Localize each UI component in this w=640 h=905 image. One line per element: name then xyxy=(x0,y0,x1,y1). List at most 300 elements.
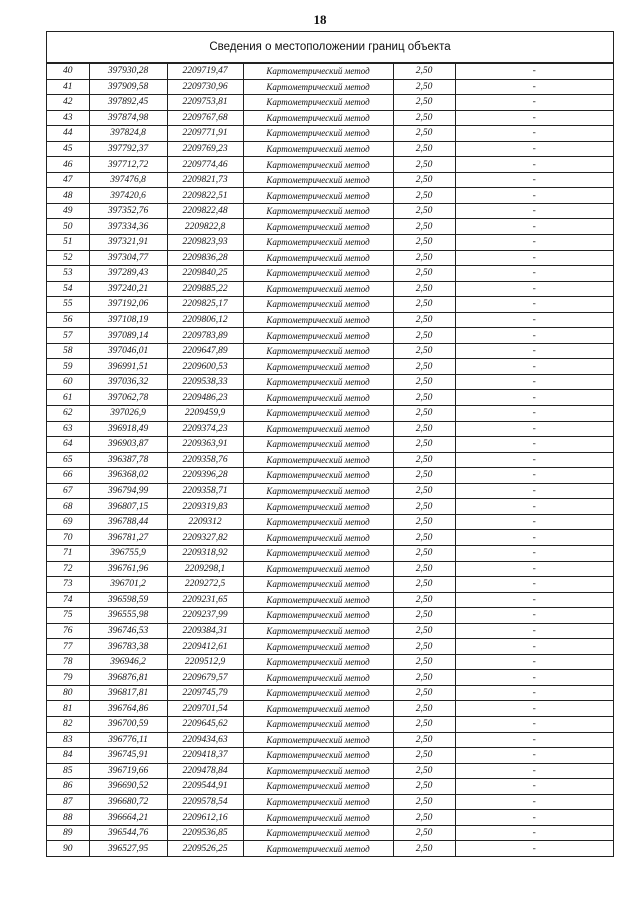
point-number-cell: 61 xyxy=(47,390,89,406)
y-coordinate-cell: 2209701,54 xyxy=(167,701,243,717)
table-row xyxy=(47,188,613,204)
point-number-cell: 57 xyxy=(47,328,89,344)
point-number-cell: 89 xyxy=(47,825,89,841)
method-cell: Картометрический метод xyxy=(243,468,393,484)
note-cell: - xyxy=(455,188,613,204)
table-row xyxy=(47,203,613,219)
method-cell: Картометрический метод xyxy=(243,437,393,453)
note-cell: - xyxy=(455,623,613,639)
note-cell: - xyxy=(455,810,613,826)
precision-cell: 2,50 xyxy=(393,281,455,297)
note-cell: - xyxy=(455,545,613,561)
note-cell: - xyxy=(455,608,613,624)
method-cell: Картометрический метод xyxy=(243,639,393,655)
note-cell: - xyxy=(455,172,613,188)
y-coordinate-cell: 2209783,89 xyxy=(167,328,243,344)
method-cell: Картометрический метод xyxy=(243,577,393,593)
point-number-cell: 54 xyxy=(47,281,89,297)
y-coordinate-cell: 2209298,1 xyxy=(167,561,243,577)
precision-cell: 2,50 xyxy=(393,841,455,857)
y-coordinate-cell: 2209753,81 xyxy=(167,95,243,111)
table-row xyxy=(47,499,613,515)
note-cell: - xyxy=(455,701,613,717)
x-coordinate-cell: 397289,43 xyxy=(89,266,167,282)
note-cell: - xyxy=(455,203,613,219)
x-coordinate-cell: 396807,15 xyxy=(89,499,167,515)
table-row xyxy=(47,235,613,251)
y-coordinate-cell: 2209836,28 xyxy=(167,250,243,266)
point-number-cell: 62 xyxy=(47,406,89,422)
note-cell: - xyxy=(455,359,613,375)
method-cell: Картометрический метод xyxy=(243,499,393,515)
y-coordinate-cell: 2209774,46 xyxy=(167,157,243,173)
x-coordinate-cell: 397089,14 xyxy=(89,328,167,344)
table-row xyxy=(47,406,613,422)
page-number: 18 xyxy=(313,12,327,27)
method-cell: Картометрический метод xyxy=(243,670,393,686)
y-coordinate-cell: 2209823,93 xyxy=(167,235,243,251)
point-number-cell: 88 xyxy=(47,810,89,826)
y-coordinate-cell: 2209363,91 xyxy=(167,437,243,453)
note-cell: - xyxy=(455,748,613,764)
note-cell: - xyxy=(455,499,613,515)
precision-cell: 2,50 xyxy=(393,732,455,748)
coordinates-table xyxy=(47,63,613,857)
point-number-cell: 86 xyxy=(47,779,89,795)
precision-cell: 2,50 xyxy=(393,64,455,80)
precision-cell: 2,50 xyxy=(393,250,455,266)
y-coordinate-cell: 2209885,22 xyxy=(167,281,243,297)
note-cell: - xyxy=(455,592,613,608)
method-cell: Картометрический метод xyxy=(243,359,393,375)
method-cell: Картометрический метод xyxy=(243,592,393,608)
y-coordinate-cell: 2209600,53 xyxy=(167,359,243,375)
x-coordinate-cell: 397792,37 xyxy=(89,141,167,157)
precision-cell: 2,50 xyxy=(393,157,455,173)
precision-cell: 2,50 xyxy=(393,514,455,530)
method-cell: Картометрический метод xyxy=(243,841,393,857)
y-coordinate-cell: 2209512,9 xyxy=(167,654,243,670)
point-number-cell: 81 xyxy=(47,701,89,717)
precision-cell: 2,50 xyxy=(393,437,455,453)
method-cell: Картометрический метод xyxy=(243,266,393,282)
note-cell: - xyxy=(455,79,613,95)
x-coordinate-cell: 396544,76 xyxy=(89,825,167,841)
precision-cell: 2,50 xyxy=(393,297,455,313)
x-coordinate-cell: 396755,9 xyxy=(89,545,167,561)
y-coordinate-cell: 2209612,16 xyxy=(167,810,243,826)
note-cell: - xyxy=(455,235,613,251)
point-number-cell: 47 xyxy=(47,172,89,188)
precision-cell: 2,50 xyxy=(393,794,455,810)
x-coordinate-cell: 397062,78 xyxy=(89,390,167,406)
table-row xyxy=(47,219,613,235)
table-row xyxy=(47,312,613,328)
precision-cell: 2,50 xyxy=(393,359,455,375)
table-row xyxy=(47,126,613,142)
method-cell: Картометрический метод xyxy=(243,654,393,670)
y-coordinate-cell: 2209825,17 xyxy=(167,297,243,313)
note-cell: - xyxy=(455,452,613,468)
point-number-cell: 72 xyxy=(47,561,89,577)
method-cell: Картометрический метод xyxy=(243,483,393,499)
method-cell: Картометрический метод xyxy=(243,328,393,344)
method-cell: Картометрический метод xyxy=(243,421,393,437)
method-cell: Картометрический метод xyxy=(243,219,393,235)
precision-cell: 2,50 xyxy=(393,374,455,390)
x-coordinate-cell: 396746,53 xyxy=(89,623,167,639)
y-coordinate-cell: 2209412,61 xyxy=(167,639,243,655)
y-coordinate-cell: 2209719,47 xyxy=(167,64,243,80)
method-cell: Картометрический метод xyxy=(243,110,393,126)
precision-cell: 2,50 xyxy=(393,763,455,779)
y-coordinate-cell: 2209767,68 xyxy=(167,110,243,126)
precision-cell: 2,50 xyxy=(393,483,455,499)
y-coordinate-cell: 2209312 xyxy=(167,514,243,530)
x-coordinate-cell: 397108,19 xyxy=(89,312,167,328)
y-coordinate-cell: 2209418,37 xyxy=(167,748,243,764)
point-number-cell: 82 xyxy=(47,716,89,732)
precision-cell: 2,50 xyxy=(393,421,455,437)
note-cell: - xyxy=(455,639,613,655)
table-row xyxy=(47,748,613,764)
method-cell: Картометрический метод xyxy=(243,250,393,266)
method-cell: Картометрический метод xyxy=(243,374,393,390)
table-row xyxy=(47,343,613,359)
y-coordinate-cell: 2209478,84 xyxy=(167,763,243,779)
note-cell: - xyxy=(455,514,613,530)
method-cell: Картометрический метод xyxy=(243,716,393,732)
precision-cell: 2,50 xyxy=(393,188,455,204)
note-cell: - xyxy=(455,468,613,484)
y-coordinate-cell: 2209769,23 xyxy=(167,141,243,157)
method-cell: Картометрический метод xyxy=(243,608,393,624)
table-row xyxy=(47,359,613,375)
x-coordinate-cell: 397240,21 xyxy=(89,281,167,297)
x-coordinate-cell: 396719,66 xyxy=(89,763,167,779)
table-row xyxy=(47,514,613,530)
y-coordinate-cell: 2209771,91 xyxy=(167,126,243,142)
y-coordinate-cell: 2209679,57 xyxy=(167,670,243,686)
x-coordinate-cell: 397930,28 xyxy=(89,64,167,80)
x-coordinate-cell: 396761,96 xyxy=(89,561,167,577)
precision-cell: 2,50 xyxy=(393,312,455,328)
table-row xyxy=(47,437,613,453)
precision-cell: 2,50 xyxy=(393,343,455,359)
note-cell: - xyxy=(455,219,613,235)
x-coordinate-cell: 396664,21 xyxy=(89,810,167,826)
point-number-cell: 60 xyxy=(47,374,89,390)
method-cell: Картометрический метод xyxy=(243,623,393,639)
point-number-cell: 90 xyxy=(47,841,89,857)
point-number-cell: 83 xyxy=(47,732,89,748)
precision-cell: 2,50 xyxy=(393,748,455,764)
table-row xyxy=(47,452,613,468)
method-cell: Картометрический метод xyxy=(243,343,393,359)
x-coordinate-cell: 396527,95 xyxy=(89,841,167,857)
method-cell: Картометрический метод xyxy=(243,95,393,111)
x-coordinate-cell: 397046,01 xyxy=(89,343,167,359)
note-cell: - xyxy=(455,297,613,313)
precision-cell: 2,50 xyxy=(393,406,455,422)
method-cell: Картометрический метод xyxy=(243,452,393,468)
precision-cell: 2,50 xyxy=(393,499,455,515)
note-cell: - xyxy=(455,577,613,593)
x-coordinate-cell: 396991,51 xyxy=(89,359,167,375)
precision-cell: 2,50 xyxy=(393,779,455,795)
precision-cell: 2,50 xyxy=(393,654,455,670)
method-cell: Картометрический метод xyxy=(243,297,393,313)
table-row xyxy=(47,592,613,608)
point-number-cell: 69 xyxy=(47,514,89,530)
y-coordinate-cell: 2209578,54 xyxy=(167,794,243,810)
table-row xyxy=(47,95,613,111)
precision-cell: 2,50 xyxy=(393,545,455,561)
method-cell: Картометрический метод xyxy=(243,748,393,764)
x-coordinate-cell: 397712,72 xyxy=(89,157,167,173)
precision-cell: 2,50 xyxy=(393,810,455,826)
note-cell: - xyxy=(455,250,613,266)
point-number-cell: 46 xyxy=(47,157,89,173)
point-number-cell: 59 xyxy=(47,359,89,375)
y-coordinate-cell: 2209806,12 xyxy=(167,312,243,328)
table-row xyxy=(47,779,613,795)
point-number-cell: 42 xyxy=(47,95,89,111)
y-coordinate-cell: 2209745,79 xyxy=(167,685,243,701)
y-coordinate-cell: 2209645,62 xyxy=(167,716,243,732)
x-coordinate-cell: 397334,36 xyxy=(89,219,167,235)
method-cell: Картометрический метод xyxy=(243,810,393,826)
note-cell: - xyxy=(455,343,613,359)
precision-cell: 2,50 xyxy=(393,141,455,157)
x-coordinate-cell: 396680,72 xyxy=(89,794,167,810)
point-number-cell: 49 xyxy=(47,203,89,219)
point-number-cell: 44 xyxy=(47,126,89,142)
note-cell: - xyxy=(455,281,613,297)
point-number-cell: 40 xyxy=(47,64,89,80)
precision-cell: 2,50 xyxy=(393,172,455,188)
point-number-cell: 41 xyxy=(47,79,89,95)
table-row xyxy=(47,530,613,546)
point-number-cell: 53 xyxy=(47,266,89,282)
note-cell: - xyxy=(455,95,613,111)
note-cell: - xyxy=(455,825,613,841)
table-row xyxy=(47,810,613,826)
method-cell: Картометрический метод xyxy=(243,545,393,561)
point-number-cell: 66 xyxy=(47,468,89,484)
point-number-cell: 87 xyxy=(47,794,89,810)
table-row xyxy=(47,716,613,732)
point-number-cell: 50 xyxy=(47,219,89,235)
coordinates-table-body xyxy=(47,64,613,857)
table-row xyxy=(47,701,613,717)
note-cell: - xyxy=(455,312,613,328)
point-number-cell: 78 xyxy=(47,654,89,670)
y-coordinate-cell: 2209822,48 xyxy=(167,203,243,219)
x-coordinate-cell: 397321,91 xyxy=(89,235,167,251)
section-title: Сведения о местоположении границ объекта xyxy=(47,31,613,63)
precision-cell: 2,50 xyxy=(393,203,455,219)
precision-cell: 2,50 xyxy=(393,235,455,251)
precision-cell: 2,50 xyxy=(393,390,455,406)
precision-cell: 2,50 xyxy=(393,95,455,111)
x-coordinate-cell: 397420,6 xyxy=(89,188,167,204)
point-number-cell: 70 xyxy=(47,530,89,546)
method-cell: Картометрический метод xyxy=(243,794,393,810)
table-row xyxy=(47,266,613,282)
precision-cell: 2,50 xyxy=(393,328,455,344)
x-coordinate-cell: 396701,2 xyxy=(89,577,167,593)
point-number-cell: 73 xyxy=(47,577,89,593)
precision-cell: 2,50 xyxy=(393,623,455,639)
point-number-cell: 65 xyxy=(47,452,89,468)
table-row xyxy=(47,281,613,297)
y-coordinate-cell: 2209822,51 xyxy=(167,188,243,204)
method-cell: Картометрический метод xyxy=(243,312,393,328)
point-number-cell: 43 xyxy=(47,110,89,126)
method-cell: Картометрический метод xyxy=(243,701,393,717)
y-coordinate-cell: 2209319,83 xyxy=(167,499,243,515)
point-number-cell: 52 xyxy=(47,250,89,266)
method-cell: Картометрический метод xyxy=(243,779,393,795)
precision-cell: 2,50 xyxy=(393,219,455,235)
table-row xyxy=(47,421,613,437)
table-row xyxy=(47,250,613,266)
table-row xyxy=(47,670,613,686)
precision-cell: 2,50 xyxy=(393,716,455,732)
note-cell: - xyxy=(455,406,613,422)
x-coordinate-cell: 396781,27 xyxy=(89,530,167,546)
y-coordinate-cell: 2209327,82 xyxy=(167,530,243,546)
note-cell: - xyxy=(455,483,613,499)
y-coordinate-cell: 2209647,89 xyxy=(167,343,243,359)
table-row xyxy=(47,841,613,857)
point-number-cell: 71 xyxy=(47,545,89,561)
precision-cell: 2,50 xyxy=(393,110,455,126)
table-row xyxy=(47,79,613,95)
x-coordinate-cell: 396368,02 xyxy=(89,468,167,484)
x-coordinate-cell: 397874,98 xyxy=(89,110,167,126)
table-row xyxy=(47,374,613,390)
x-coordinate-cell: 396903,87 xyxy=(89,437,167,453)
x-coordinate-cell: 396876,81 xyxy=(89,670,167,686)
y-coordinate-cell: 2209358,76 xyxy=(167,452,243,468)
y-coordinate-cell: 2209358,71 xyxy=(167,483,243,499)
precision-cell: 2,50 xyxy=(393,468,455,484)
precision-cell: 2,50 xyxy=(393,592,455,608)
method-cell: Картометрический метод xyxy=(243,530,393,546)
table-row xyxy=(47,825,613,841)
y-coordinate-cell: 2209536,85 xyxy=(167,825,243,841)
point-number-cell: 75 xyxy=(47,608,89,624)
x-coordinate-cell: 396745,91 xyxy=(89,748,167,764)
table-row xyxy=(47,685,613,701)
table-row xyxy=(47,110,613,126)
table-row xyxy=(47,639,613,655)
precision-cell: 2,50 xyxy=(393,701,455,717)
table-row xyxy=(47,141,613,157)
y-coordinate-cell: 2209384,31 xyxy=(167,623,243,639)
point-number-cell: 58 xyxy=(47,343,89,359)
precision-cell: 2,50 xyxy=(393,530,455,546)
point-number-cell: 84 xyxy=(47,748,89,764)
x-coordinate-cell: 397476,8 xyxy=(89,172,167,188)
method-cell: Картометрический метод xyxy=(243,763,393,779)
method-cell: Картометрический метод xyxy=(243,514,393,530)
note-cell: - xyxy=(455,374,613,390)
point-number-cell: 48 xyxy=(47,188,89,204)
y-coordinate-cell: 2209730,96 xyxy=(167,79,243,95)
y-coordinate-cell: 2209374,23 xyxy=(167,421,243,437)
note-cell: - xyxy=(455,779,613,795)
note-cell: - xyxy=(455,670,613,686)
table-row xyxy=(47,390,613,406)
table-row xyxy=(47,763,613,779)
point-number-cell: 64 xyxy=(47,437,89,453)
point-number-cell: 45 xyxy=(47,141,89,157)
precision-cell: 2,50 xyxy=(393,608,455,624)
note-cell: - xyxy=(455,110,613,126)
note-cell: - xyxy=(455,794,613,810)
y-coordinate-cell: 2209237,99 xyxy=(167,608,243,624)
note-cell: - xyxy=(455,266,613,282)
x-coordinate-cell: 396776,11 xyxy=(89,732,167,748)
method-cell: Картометрический метод xyxy=(243,390,393,406)
point-number-cell: 79 xyxy=(47,670,89,686)
table-row xyxy=(47,794,613,810)
y-coordinate-cell: 2209396,28 xyxy=(167,468,243,484)
point-number-cell: 80 xyxy=(47,685,89,701)
note-cell: - xyxy=(455,716,613,732)
x-coordinate-cell: 396918,49 xyxy=(89,421,167,437)
precision-cell: 2,50 xyxy=(393,825,455,841)
method-cell: Картометрический метод xyxy=(243,281,393,297)
point-number-cell: 63 xyxy=(47,421,89,437)
method-cell: Картометрический метод xyxy=(243,406,393,422)
x-coordinate-cell: 396764,86 xyxy=(89,701,167,717)
point-number-cell: 51 xyxy=(47,235,89,251)
precision-cell: 2,50 xyxy=(393,79,455,95)
note-cell: - xyxy=(455,328,613,344)
y-coordinate-cell: 2209538,33 xyxy=(167,374,243,390)
precision-cell: 2,50 xyxy=(393,577,455,593)
precision-cell: 2,50 xyxy=(393,639,455,655)
note-cell: - xyxy=(455,157,613,173)
note-cell: - xyxy=(455,654,613,670)
note-cell: - xyxy=(455,126,613,142)
note-cell: - xyxy=(455,763,613,779)
table-row xyxy=(47,64,613,80)
note-cell: - xyxy=(455,561,613,577)
x-coordinate-cell: 396690,52 xyxy=(89,779,167,795)
note-cell: - xyxy=(455,841,613,857)
point-number-cell: 76 xyxy=(47,623,89,639)
precision-cell: 2,50 xyxy=(393,266,455,282)
precision-cell: 2,50 xyxy=(393,126,455,142)
y-coordinate-cell: 2209821,73 xyxy=(167,172,243,188)
note-cell: - xyxy=(455,685,613,701)
y-coordinate-cell: 2209486,23 xyxy=(167,390,243,406)
method-cell: Картометрический метод xyxy=(243,685,393,701)
x-coordinate-cell: 396598,59 xyxy=(89,592,167,608)
method-cell: Картометрический метод xyxy=(243,79,393,95)
table-row xyxy=(47,483,613,499)
table-row xyxy=(47,561,613,577)
y-coordinate-cell: 2209544,91 xyxy=(167,779,243,795)
point-number-cell: 68 xyxy=(47,499,89,515)
table-row xyxy=(47,654,613,670)
x-coordinate-cell: 397352,76 xyxy=(89,203,167,219)
